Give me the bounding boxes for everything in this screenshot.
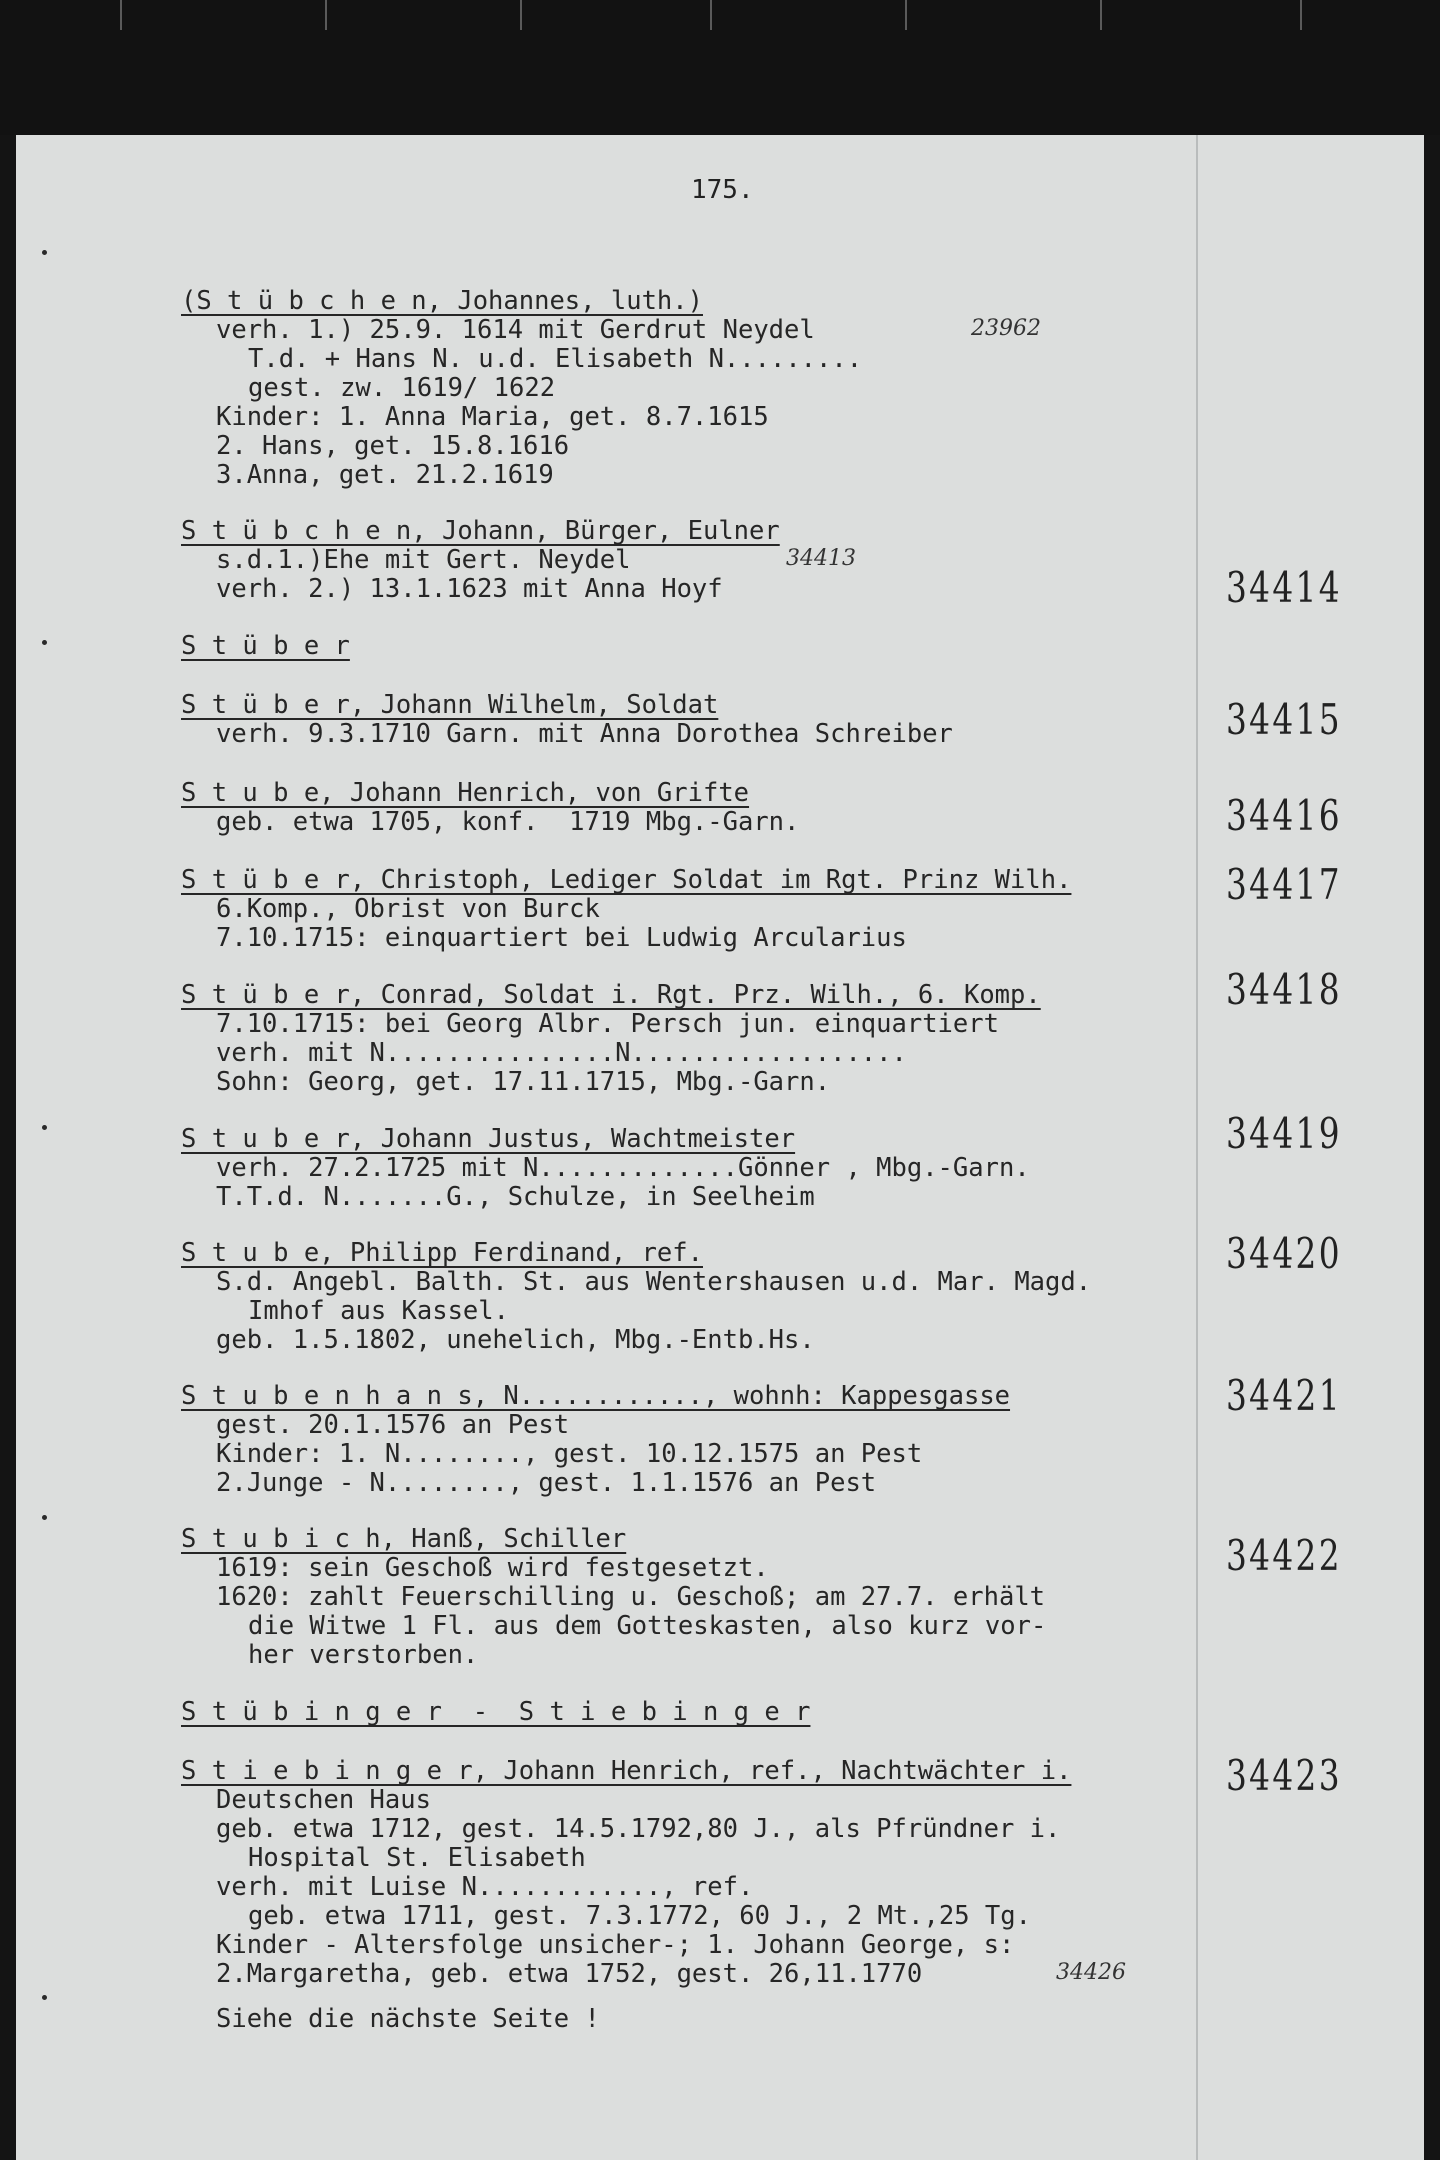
entry-line: verh. 9.3.1710 Garn. mit Anna Dorothea Schreiber <box>216 719 953 749</box>
entry-line: verh. mit N...............N.................. <box>216 1038 907 1068</box>
strip-tick <box>905 0 907 30</box>
footer-note: Siehe die nächste Seite ! <box>216 2004 600 2034</box>
entry-line: Hospital St. Elisabeth <box>248 1843 586 1873</box>
handwritten-number: 34413 <box>786 546 856 571</box>
entry-line: 7.10.1715: einquartiert bei Ludwig Arcularius <box>216 923 907 953</box>
entry-line: geb. 1.5.1802, unehelich, Mbg.-Entb.Hs. <box>216 1325 815 1355</box>
entry-line: S t u b i c h, Hanß, Schiller <box>181 1524 627 1554</box>
punch-mark <box>42 1125 47 1130</box>
entry-line: geb. etwa 1705, konf. 1719 Mbg.-Garn. <box>216 807 800 837</box>
entry-line: 3.Anna, get. 21.2.1619 <box>216 460 554 490</box>
record-number: 34416 <box>1226 791 1342 840</box>
entry-line: 2.Junge - N........, gest. 1.1.1576 an Pest <box>216 1468 877 1498</box>
strip-tick <box>325 0 327 30</box>
record-number: 34418 <box>1226 965 1342 1014</box>
punch-mark <box>42 250 47 255</box>
punch-mark <box>42 640 47 645</box>
entry-line: 7.10.1715: bei Georg Albr. Persch jun. einquartiert <box>216 1009 999 1039</box>
strip-tick <box>1100 0 1102 30</box>
entry-line: S t u b e r, Johann Justus, Wachtmeister <box>181 1124 796 1154</box>
strip-tick <box>520 0 522 30</box>
section-heading: S t ü b i n g e r - S t i e b i n g e r <box>181 1697 811 1727</box>
entry-line: 1619: sein Geschoß wird festgesetzt. <box>216 1553 769 1583</box>
entry-line: T.T.d. N.......G., Schulze, in Seelheim <box>216 1182 815 1212</box>
entry-line: 2.Margaretha, geb. etwa 1752, gest. 26,11.1770 <box>216 1959 923 1989</box>
entry-line: her verstorben. <box>248 1640 479 1670</box>
strip-tick <box>710 0 712 30</box>
entry-line: S t u b e n h a n s, N............, wohnh: Kappesgasse <box>181 1381 1011 1411</box>
entry-line: S t ü b e r, Johann Wilhelm, Soldat <box>181 690 719 720</box>
record-number: 34421 <box>1226 1371 1342 1420</box>
entry-line: 1620: zahlt Feuerschilling u. Geschoß; am 27.7. erhält <box>216 1582 1046 1612</box>
record-number: 34422 <box>1226 1531 1342 1580</box>
strip-tick <box>120 0 122 30</box>
record-number: 34423 <box>1226 1751 1342 1800</box>
entry-line: S t ü b c h e n, Johann, Bürger, Eulner <box>181 516 780 546</box>
entry-line: gest. zw. 1619/ 1622 <box>248 373 556 403</box>
entry-line: verh. 1.) 25.9. 1614 mit Gerdrut Neydel <box>216 315 815 345</box>
entry-line: (S t ü b c h e n, Johannes, luth.) <box>181 286 703 316</box>
entry-line: S.d. Angebl. Balth. St. aus Wentershausen u.d. Mar. Magd. <box>216 1267 1092 1297</box>
record-number: 34419 <box>1226 1109 1342 1158</box>
entry-line: Sohn: Georg, get. 17.11.1715, Mbg.-Garn. <box>216 1067 831 1097</box>
column-divider <box>1196 135 1198 2160</box>
record-number: 34420 <box>1226 1229 1342 1278</box>
entry-line: S t i e b i n g e r, Johann Henrich, ref., Nachtwächter i. <box>181 1756 1072 1786</box>
entry-line: Deutschen Haus <box>216 1785 431 1815</box>
entry-line: verh. 2.) 13.1.1623 mit Anna Hoyf <box>216 574 723 604</box>
film-strip-top <box>0 0 1440 135</box>
entry-line: verh. 27.2.1725 mit N.............Gönner , Mbg.-Garn. <box>216 1153 1030 1183</box>
entry-line: 2. Hans, get. 15.8.1616 <box>216 431 570 461</box>
entry-line: gest. 20.1.1576 an Pest <box>216 1410 570 1440</box>
entry-line: S t u b e, Philipp Ferdinand, ref. <box>181 1238 703 1268</box>
entry-line: s.d.1.)Ehe mit Gert. Neydel <box>216 545 631 575</box>
entry-line: Kinder: 1. N........, gest. 10.12.1575 an Pest <box>216 1439 923 1469</box>
entry-line: S t ü b e r, Conrad, Soldat i. Rgt. Prz. Wilh., 6. Komp. <box>181 980 1041 1010</box>
entry-line: geb. etwa 1712, gest. 14.5.1792,80 J., als Pfründner i. <box>216 1814 1061 1844</box>
entry-line: Kinder: 1. Anna Maria, get. 8.7.1615 <box>216 402 769 432</box>
entry-line: verh. mit Luise N............, ref. <box>216 1872 754 1902</box>
entry-line: 6.Komp., Obrist von Burck <box>216 894 600 924</box>
entry-line: die Witwe 1 Fl. aus dem Gotteskasten, also kurz vor- <box>248 1611 1047 1641</box>
entry-line: geb. etwa 1711, gest. 7.3.1772, 60 J., 2 Mt.,25 Tg. <box>248 1901 1031 1931</box>
strip-tick <box>1300 0 1302 30</box>
record-number: 34417 <box>1226 860 1342 909</box>
index-card-page <box>16 135 1424 2160</box>
record-number: 34415 <box>1226 695 1342 744</box>
entry-line: Imhof aus Kassel. <box>248 1296 509 1326</box>
entry-line: S t u b e, Johann Henrich, von Grifte <box>181 778 750 808</box>
handwritten-number: 23962 <box>971 316 1041 341</box>
punch-mark <box>42 1995 47 2000</box>
punch-mark <box>42 1515 47 1520</box>
handwritten-number: 34426 <box>1056 1960 1126 1985</box>
entry-line: S t ü b e r, Christoph, Lediger Soldat im Rgt. Prinz Wilh. <box>181 865 1072 895</box>
entry-line: T.d. + Hans N. u.d. Elisabeth N......... <box>248 344 863 374</box>
section-heading: S t ü b e r <box>181 631 350 661</box>
record-number: 34414 <box>1226 563 1342 612</box>
page-number: 175. <box>691 175 754 205</box>
entry-line: Kinder - Altersfolge unsicher-; 1. Johann George, s: <box>216 1930 1015 1960</box>
